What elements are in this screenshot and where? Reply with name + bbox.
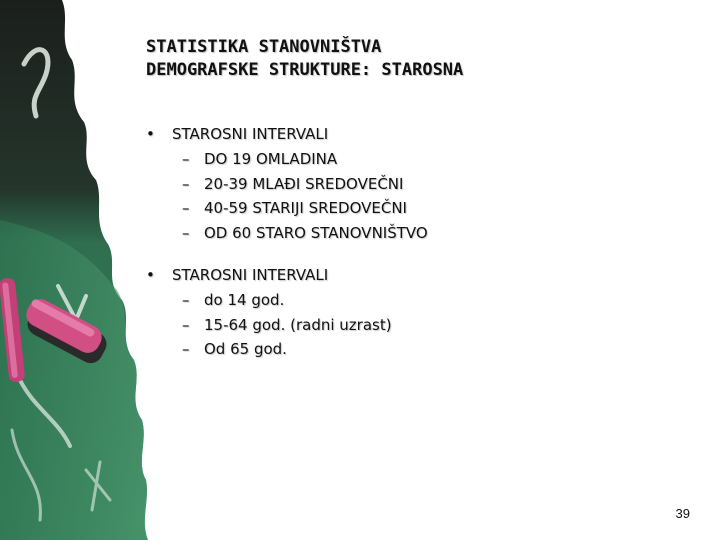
- sub-item-text: do 14 god.: [204, 291, 285, 309]
- sub-list: [146, 147, 686, 245]
- dash-symbol: –: [182, 199, 190, 217]
- bullet-group-2: [146, 263, 686, 362]
- sub-item: [146, 313, 686, 338]
- sub-item: [146, 288, 686, 313]
- bullet-label: STAROSNI INTERVALI: [172, 266, 329, 284]
- slide-content: [146, 122, 686, 380]
- sub-item-text: 20-39 MLAĐI SREDOVEČNI: [204, 174, 404, 193]
- bullet-symbol: •: [146, 125, 155, 143]
- sub-item-text: Od 65 god.: [204, 340, 287, 358]
- dash-symbol: –: [182, 315, 190, 334]
- bullet-item: [146, 263, 686, 288]
- bullet-item: [146, 122, 686, 147]
- dash-symbol: –: [182, 174, 190, 193]
- dash-symbol: –: [182, 340, 190, 358]
- bullet-symbol: •: [146, 266, 155, 284]
- sub-list: [146, 288, 686, 362]
- sub-item-text: 40-59 STARIJI SREDOVEČNI: [204, 199, 407, 217]
- chalkboard-decoration: [0, 0, 150, 540]
- sub-item: [146, 196, 686, 221]
- sub-item-text: DO 19 OMLADINA: [204, 150, 338, 168]
- bullet-group-1: [146, 122, 686, 245]
- sub-item-text: 15-64 god. (radni uzrast): [204, 315, 392, 334]
- sub-item: [146, 337, 686, 362]
- dash-symbol: –: [182, 291, 190, 309]
- sub-list-wrapper: [146, 288, 686, 362]
- slide-title: [146, 36, 463, 82]
- sub-item: [146, 221, 686, 246]
- sub-item: [146, 172, 686, 197]
- sub-item: [146, 147, 686, 172]
- sub-item-text: OD 60 STARO STANOVNIŠTVO: [204, 223, 428, 242]
- sub-list-wrapper: [146, 147, 686, 245]
- dash-symbol: –: [182, 150, 190, 168]
- title-line-1: STATISTIKA STANOVNIŠTVA: [146, 37, 382, 57]
- dash-symbol: –: [182, 223, 190, 242]
- title-line-2: DEMOGRAFSKE STRUKTURE: STAROSNA: [146, 60, 464, 80]
- page-number: 39: [675, 506, 690, 521]
- bullet-label: STAROSNI INTERVALI: [172, 125, 329, 143]
